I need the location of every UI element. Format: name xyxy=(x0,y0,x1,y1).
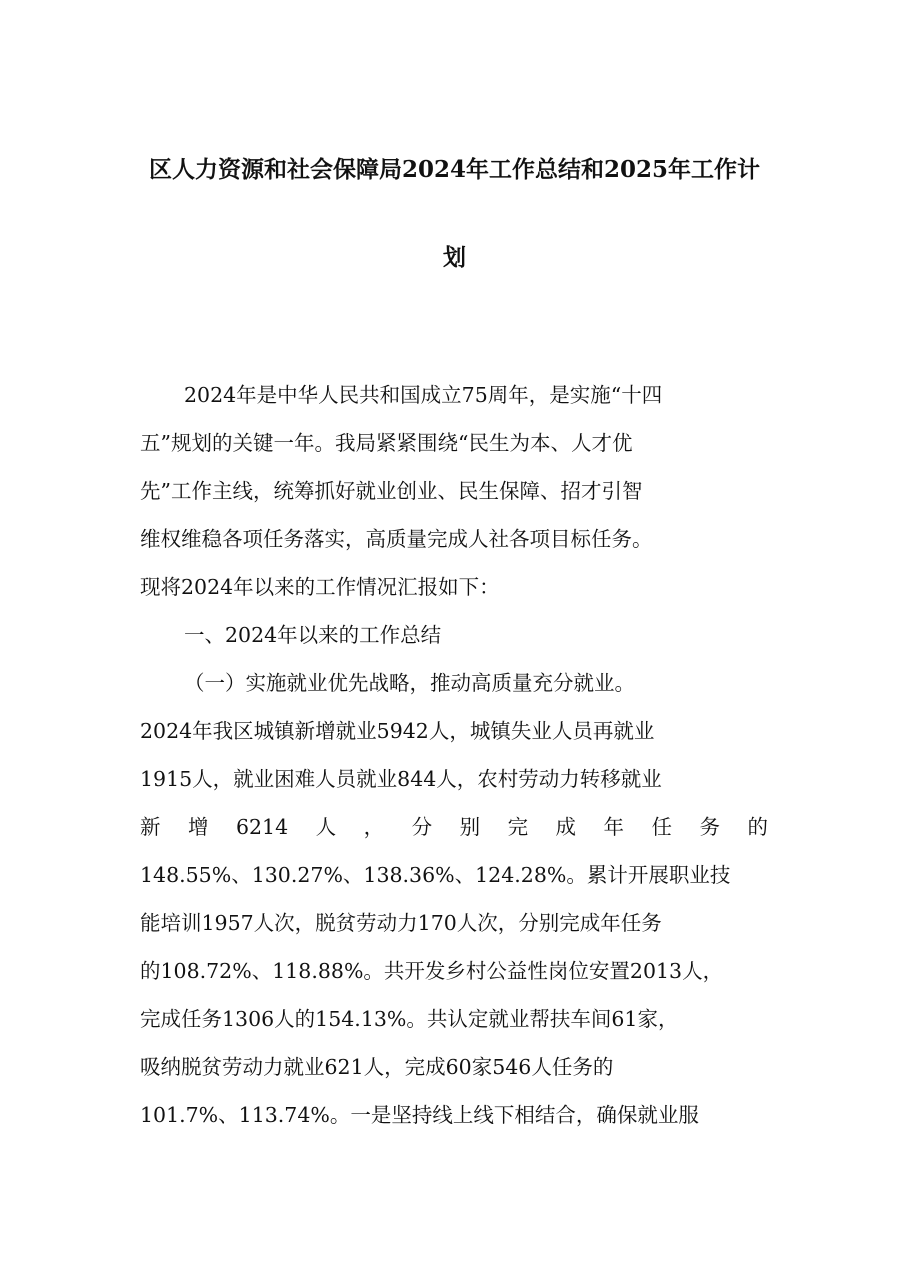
justified-word: 分 xyxy=(411,815,433,839)
intro-line: 维权维稳各项任务落实，高质量完成人社各项目标任务。 xyxy=(140,527,653,551)
paragraph-line: 101.7%、113.74%。一是坚持线上线下相结合，确保就业服 xyxy=(140,1103,699,1127)
justified-word: 6214 xyxy=(235,815,289,839)
justified-word: 年 xyxy=(603,815,625,839)
section-heading: 一、2024年以来的工作总结 xyxy=(184,623,442,647)
paragraph-line: 1915人，就业困难人员就业844人，农村劳动力转移就业 xyxy=(140,767,662,791)
intro-line: 五”规划的关键一年。我局紧紧围绕“民生为本、人才优 xyxy=(140,431,633,455)
document-title-line-2: 划 xyxy=(443,244,466,271)
justified-word: 完 xyxy=(507,815,529,839)
section-heading-block xyxy=(140,611,780,659)
justified-word: 的 xyxy=(747,815,768,839)
intro-line: 现将2024年以来的工作情况汇报如下： xyxy=(140,575,500,599)
justified-word: ， xyxy=(363,815,385,839)
intro-line: 先”工作主线，统筹抓好就业创业、民生保障、招才引智 xyxy=(140,479,643,503)
justified-word: 别 xyxy=(459,815,481,839)
intro-paragraph xyxy=(140,371,780,611)
paragraph-line: 吸纳脱贫劳动力就业621人，完成60家546人任务的 xyxy=(140,1055,614,1079)
paragraph-line: 148.55%、130.27%、138.36%、124.28%。累计开展职业技 xyxy=(140,863,731,887)
justified-word: 新 xyxy=(140,815,161,839)
paragraph-line-justified xyxy=(140,803,768,851)
justified-word: 人 xyxy=(315,815,337,839)
paragraph-line: 能培训1957人次，脱贫劳动力170人次，分别完成年任务 xyxy=(140,911,662,935)
paragraph-line: 的108.72%、118.88%。共开发乡村公益性岗位安置2013人， xyxy=(140,959,724,983)
justified-word: 务 xyxy=(699,815,720,839)
subsection-heading: （一）实施就业优先战略，推动高质量充分就业。 xyxy=(184,671,635,695)
subsection-paragraph xyxy=(140,659,780,1139)
justified-word: 增 xyxy=(187,815,209,839)
justified-word: 成 xyxy=(555,815,577,839)
paragraph-line: 2024年我区城镇新增就业5942人，城镇失业人员再就业 xyxy=(140,719,655,743)
justified-word: 任 xyxy=(651,815,673,839)
intro-line: 2024年是中华人民共和国成立75周年，是实施“十四 xyxy=(184,383,663,407)
paragraph-line: 完成任务1306人的154.13%。共认定就业帮扶车间61家， xyxy=(140,1007,679,1031)
document-title-line-1: 区人力资源和社会保障局2024年工作总结和2025年工作计 xyxy=(148,156,761,183)
